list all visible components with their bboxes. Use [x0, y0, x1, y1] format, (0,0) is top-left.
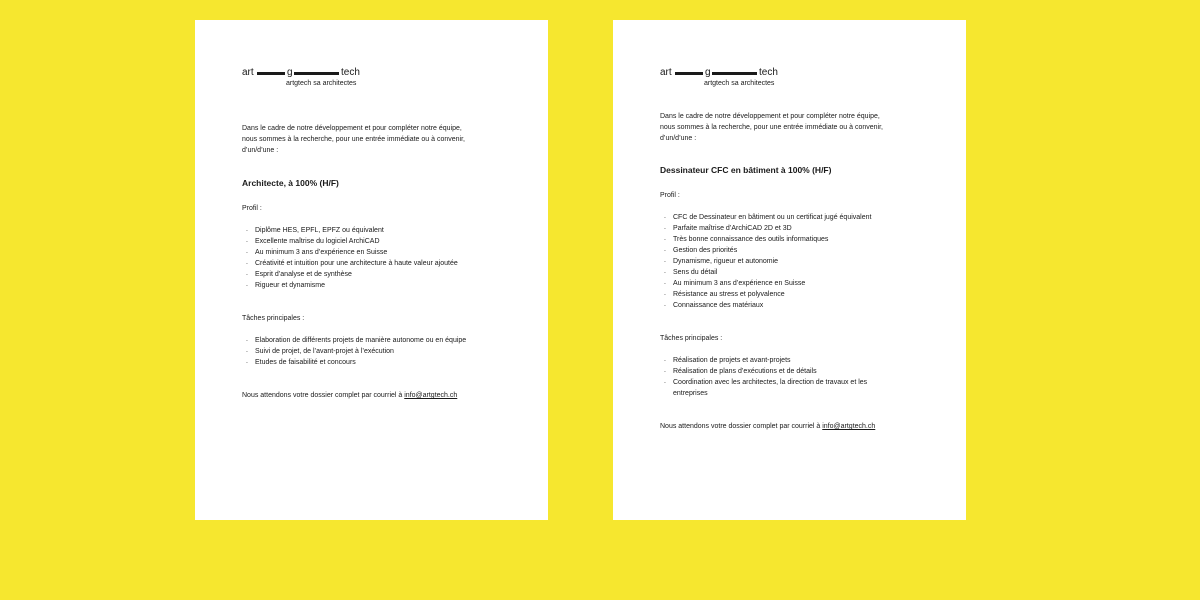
- job-title: Architecte, à 100% (H/F): [242, 178, 339, 188]
- list-item: . Dynamisme, rigueur et autonomie: [660, 256, 930, 267]
- list-item: . Sens du détail: [660, 267, 930, 278]
- list-item: . Excellente maîtrise du logiciel ArchiCAD: [242, 236, 512, 247]
- profile-list: [660, 212, 930, 311]
- job-posting-dessinateur: [613, 20, 966, 520]
- profile-list: [242, 225, 512, 291]
- list-item: . Suivi de projet, de l’avant-projet à l’exécution: [242, 346, 512, 357]
- intro-text: Dans le cadre de notre développement et pour compléter notre équipe, nous sommes à la recherche, pour une entrée immédiate ou à convenir, d’un/d’une :: [242, 125, 465, 154]
- list-item: . Diplôme HES, EPFL, EPFZ ou équivalent: [242, 225, 512, 236]
- list-item: . CFC de Dessinateur en bâtiment ou un certificat jugé équivalent: [660, 212, 930, 223]
- list-item: . Gestion des priorités: [660, 245, 930, 256]
- tasks-heading: Tâches principales :: [660, 335, 723, 342]
- list-item: . Parfaite maîtrise d’ArchiCAD 2D et 3D: [660, 223, 930, 234]
- list-item: . Réalisation de projets et avant-projets: [660, 355, 930, 366]
- list-item: . Elaboration de différents projets de manière autonome ou en équipe: [242, 335, 512, 346]
- job-posting-architecte: [195, 20, 548, 520]
- tasks-list: [660, 355, 930, 399]
- profile-heading: Profil :: [242, 205, 262, 212]
- list-item: . Au minimum 3 ans d’expérience en Suisse: [242, 247, 512, 258]
- intro-text: Dans le cadre de notre développement et pour compléter notre équipe, nous sommes à la recherche, pour une entrée immédiate ou à convenir, d’un/d’une :: [660, 113, 883, 142]
- contact-text: Nous attendons votre dossier complet par courriel à info@artgtech.ch: [660, 423, 876, 430]
- list-item: . Réalisation de plans d’exécutions et de détails: [660, 366, 930, 377]
- list-item: . Etudes de faisabilité et concours: [242, 357, 512, 368]
- tasks-list: [242, 335, 512, 368]
- company-name: artgtech sa architectes: [704, 80, 775, 87]
- list-item: . Au minimum 3 ans d’expérience en Suisse: [660, 278, 930, 289]
- list-item: . Esprit d’analyse et de synthèse: [242, 269, 512, 280]
- company-name: artgtech sa architectes: [286, 80, 357, 87]
- company-logo: art g tech artgtech sa architectes: [660, 67, 778, 87]
- profile-heading: Profil :: [660, 192, 680, 199]
- email-link[interactable]: info@artgtech.ch: [822, 423, 876, 430]
- tasks-heading: Tâches principales :: [242, 315, 305, 322]
- company-logo: art g tech artgtech sa architectes: [242, 67, 360, 87]
- list-item: . Résistance au stress et polyvalence: [660, 289, 930, 300]
- contact-text: Nous attendons votre dossier complet par courriel à info@artgtech.ch: [242, 392, 458, 399]
- job-title: Dessinateur CFC en bâtiment à 100% (H/F): [660, 165, 832, 175]
- list-item: . Rigueur et dynamisme: [242, 280, 512, 291]
- email-link[interactable]: info@artgtech.ch: [404, 392, 458, 399]
- list-item: . Très bonne connaissance des outils informatiques: [660, 234, 930, 245]
- list-item: . Créativité et intuition pour une architecture à haute valeur ajoutée: [242, 258, 512, 269]
- list-item: . Coordination avec les architectes, la direction de travaux et les entreprises: [660, 377, 903, 399]
- list-item: . Connaissance des matériaux: [660, 300, 930, 311]
